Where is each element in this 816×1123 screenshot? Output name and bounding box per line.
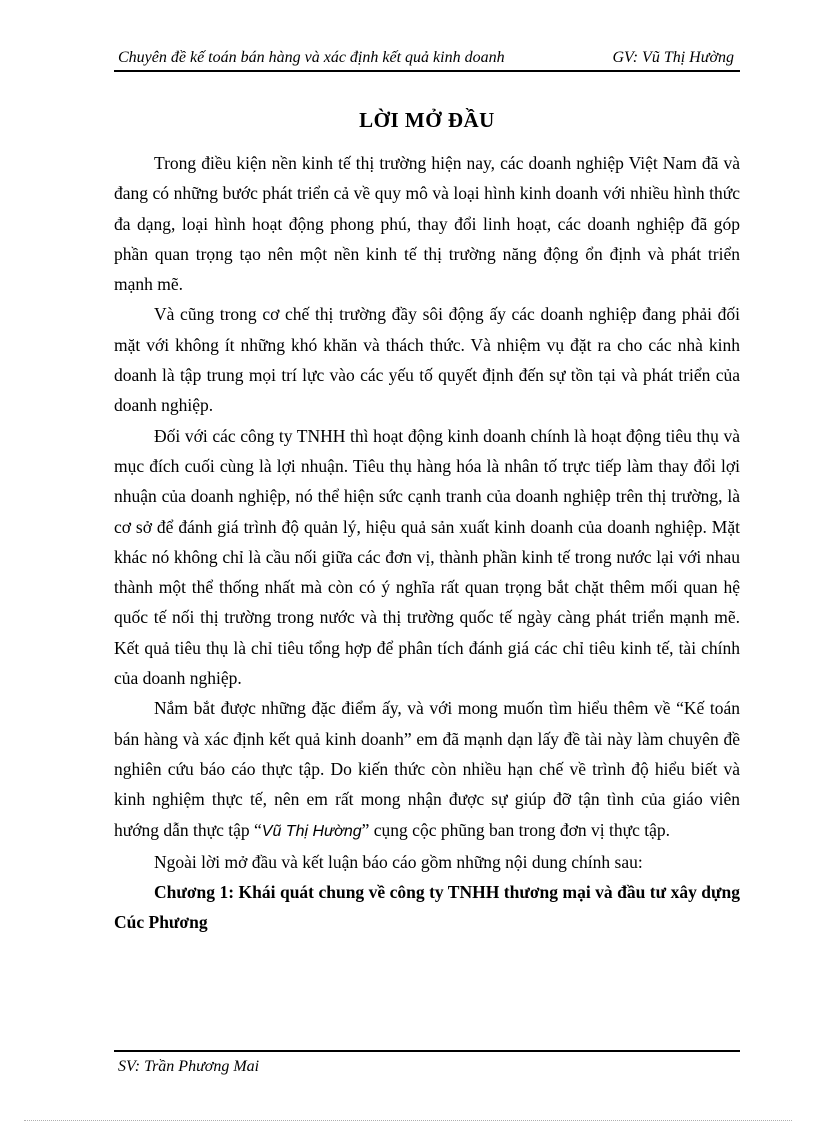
paragraph-text: ” cụng cộc phũng ban trong đơn vị thực tập. bbox=[361, 819, 671, 840]
lecturer-name: Vũ Thị Hường bbox=[261, 822, 362, 840]
page-bottom-divider bbox=[24, 1120, 792, 1121]
paragraph: Và cũng trong cơ chế thị trường đầy sôi động ấy các doanh nghiệp đang phải đối mặt với không ít những khó khăn và thách thức. Và nhiệm vụ đặt ra cho các nhà kinh doanh là tập trung mọi trí lực vào các yếu tố quyết định đến sự tồn tại và phát triển của doanh nghiệp. bbox=[114, 304, 740, 416]
page-title: LỜI MỞ ĐẦU bbox=[359, 108, 495, 132]
page-footer bbox=[114, 1050, 740, 1080]
chapter-heading: Chương 1: Khái quát chung về công ty TNHH thương mại và đầu tư xây dựng Cúc Phương bbox=[114, 882, 740, 933]
header-topic: Chuyên đề kế toán bán hàng và xác định kết quả kinh doanh bbox=[118, 49, 505, 66]
paragraph: Trong điều kiện nền kinh tế thị trường hiện nay, các doanh nghiệp Việt Nam đã và đang có những bước phát triển cả về quy mô và loại hình kinh doanh với nhiều hình thức đa dạng, loại hình hoạt động phong phú, thay đổi linh hoạt, các doanh nghiệp đã góp phần quan trọng tạo nên một nền kinh tế thị trường năng động ổn định và phát triển mạnh mẽ. bbox=[114, 153, 740, 295]
footer-student: SV: Trần Phương Mai bbox=[118, 1058, 260, 1075]
paragraph: Đối với các công ty TNHH thì hoạt động kinh doanh chính là hoạt động tiêu thụ và mục đích cuối cùng là lợi nhuận. Tiêu thụ hàng hóa là nhân tố trực tiếp làm thay đổi lợi nhuận của doanh nghiệp, nó thể hiện sức cạnh tranh của doanh nghiệp trên thị trường, là cơ sở để đánh giá trình độ quản lý, hiệu quả sản xuất kinh doanh của doanh nghiệp. Mặt khác nó không chỉ là cầu nối giữa các đơn vị, thành phần kinh tế trong nước lại với nhau thành một thể thống nhất mà còn có ý nghĩa rất quan trọng bắt chặt thêm mối quan hệ quốc tế nối thị trường trong nước và thị trường quốc tế ngày càng phát triển mạnh mẽ. Kết quả tiêu thụ là chỉ tiêu tổng hợp để phân tích đánh giá các chỉ tiêu kinh tế, tài chính của doanh nghiệp. bbox=[114, 425, 740, 689]
paragraph bbox=[114, 693, 740, 846]
header-lecturer: GV: Vũ Thị Hường bbox=[612, 49, 734, 66]
paragraph: Ngoài lời mở đầu và kết luận báo cáo gồm những nội dung chính sau: bbox=[154, 851, 643, 872]
document-body bbox=[114, 148, 740, 938]
page-header bbox=[114, 46, 740, 72]
paragraph-text: Nắm bắt được những đặc điểm ấy, và với mong muốn tìm hiểu thêm về “Kế toán bán hàng và xác định kết quả kinh doanh” em đã mạnh dạn lấy đề tài này làm chuyên đề nghiên cứu báo cáo thực tập. Do kiến thức còn nhiều hạn chế về trình độ hiểu biết và kinh nghiệm thực tế, nên em rất mong nhận được sự giúp đỡ tận tình của giáo viên hướng dẫn thực tập “ bbox=[114, 698, 740, 840]
